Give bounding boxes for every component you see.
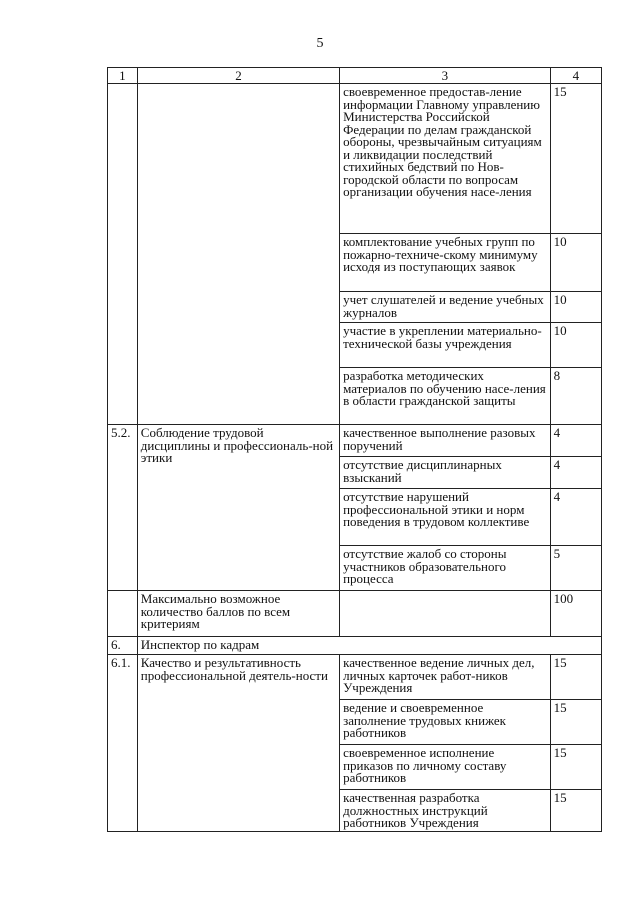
indicator-cell	[137, 84, 339, 425]
number-cell	[108, 591, 138, 637]
section-title: Качество и результативность профессиональной деятель-ности	[137, 655, 339, 832]
max-score-row	[108, 591, 602, 637]
score-cell: 4	[550, 489, 601, 546]
criterion-cell: качественная разработка должностных инструкций работников Учреждения	[340, 790, 551, 832]
page-number: 5	[316, 36, 324, 51]
header-col-1: 1	[108, 68, 138, 84]
criterion-cell: своевременное исполнение приказов по личному составу работников	[340, 745, 551, 790]
section-number: 6.	[108, 637, 138, 655]
number-cell	[108, 84, 138, 425]
criterion-cell: отсутствие нарушений профессиональной этики и норм поведения в трудовом коллективе	[340, 489, 551, 546]
criterion-cell: качественное выполнение разовых поручений	[340, 425, 551, 457]
section-heading-row	[108, 637, 602, 655]
criterion-cell: учет слушателей и ведение учебных журналов	[340, 292, 551, 323]
section-number: 5.2.	[108, 425, 138, 591]
criterion-cell: разработка методических материалов по обучению насе-ления в области гражданской защиты	[340, 368, 551, 425]
score-cell: 4	[550, 425, 601, 457]
score-cell: 15	[550, 655, 601, 700]
criterion-cell: отсутствие жалоб со стороны участников образовательного процесса	[340, 546, 551, 591]
score-cell: 10	[550, 292, 601, 323]
score-cell: 10	[550, 323, 601, 368]
score-cell: 15	[550, 745, 601, 790]
criteria-table	[107, 67, 602, 832]
max-score-label: Максимально возможное количество баллов по всем критериям	[137, 591, 339, 637]
section-title: Соблюдение трудовой дисциплины и профессиональ-ной этики	[137, 425, 339, 591]
header-col-4: 4	[550, 68, 601, 84]
criterion-cell: своевременное предостав-ление информации Главному управлению Министерства Российской Федерации по делам гражданской обороны, чрезвычайным ситуациям и ликвидации последствий стихийных бедствий по Нов-городской области по вопросам организации обучения насе-ления	[340, 84, 551, 234]
score-cell: 15	[550, 790, 601, 832]
criterion-cell: отсутствие дисциплинарных взысканий	[340, 457, 551, 489]
table-row	[108, 84, 602, 234]
score-cell: 15	[550, 84, 601, 234]
criterion-cell: комплектование учебных групп по пожарно-техниче-скому минимуму исходя из поступающих заявок	[340, 234, 551, 292]
criterion-cell	[340, 591, 551, 637]
table-row	[108, 655, 602, 700]
score-cell: 15	[550, 700, 601, 745]
criterion-cell: ведение и своевременное заполнение трудовых книжек работников	[340, 700, 551, 745]
max-score-value: 100	[550, 591, 601, 637]
score-cell: 8	[550, 368, 601, 425]
section-title: Инспектор по кадрам	[137, 637, 601, 655]
score-cell: 4	[550, 457, 601, 489]
header-col-2: 2	[137, 68, 339, 84]
criterion-cell: участие в укреплении материально-технической базы учреждения	[340, 323, 551, 368]
score-cell: 10	[550, 234, 601, 292]
section-number: 6.1.	[108, 655, 138, 832]
criterion-cell: качественное ведение личных дел, личных карточек работ-ников Учреждения	[340, 655, 551, 700]
table-row	[108, 425, 602, 457]
header-col-3: 3	[340, 68, 551, 84]
table-header-row	[108, 68, 602, 84]
score-cell: 5	[550, 546, 601, 591]
